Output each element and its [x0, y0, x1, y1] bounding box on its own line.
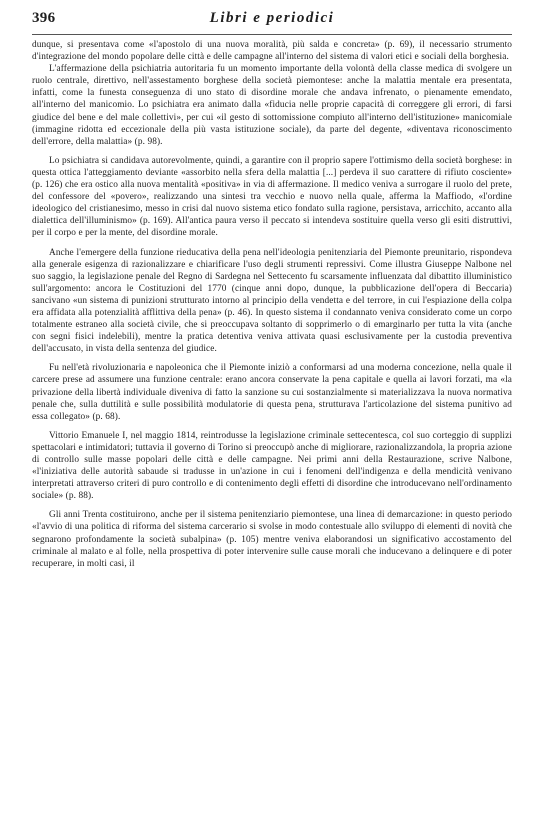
paragraph: Fu nell'età rivoluzionaria e napoleonica che il Piemonte iniziò a conformarsi ad una moderna concezione, nella quale il carcere prese ad assumere una funzione centrale: erano ancora conservate la pena capitale e quella ai lavori forzati, ma «la privazione della libertà individuale diveniva di fatto la sanzione su cui sostanzialmente si materializzava la nuova normativa penale che, sulla duttilità e sulle possibilità modulatorie di questa pena, strutturava l'articolazione del sistema punitivo ad essa collegato» (p. 68). [32, 363, 512, 422]
paragraph: Lo psichiatra si candidava autorevolmente, quindi, a garantire con il proprio sapere l'ottimismo della società borghese: in questa ottica l'atteggiamento deviante «assorbito nella sfera della malattia [...] perdeva il suo carattere di rifiuto cosciente» (p. 126) che era ostico alla nuova mentalità «positiva» in via di affermazione. Il medico veniva a surrogare il ruolo del prete, del confessore del «povero», realizzando una sintesi tra vecchio e nuovo nella quale, afferma la Maffiodo, «l'ordine ideologico del cristianesimo, messo in crisi dal nuovo sistema etico fondato sulla ragione, persistava, arricchito, accanto alla dialettica dell'illuminismo» (p. 169). All'antica paura verso il peccato si intendeva sostituire quella verso gli esiti distruttivi, per il corpo e per la mente, del disordine morale. [32, 155, 512, 239]
page-number: 396 [32, 10, 56, 26]
running-head: Libri e periodici [209, 10, 335, 26]
paragraph: dunque, si presentava come «l'apostolo di una nuova moralità, più salda e concreta» (p. 69), il necessario strumento d'integrazione del mondo popolare delle città e delle campagne all'interno del sistema di valori etici e sociali della borghesia. [32, 40, 512, 63]
body-text [32, 39, 512, 570]
paragraph: Vittorio Emanuele I, nel maggio 1814, reintrodusse la legislazione criminale settecentesca, col suo corteggio di supplizi spettacolari e intimidatori; tuttavia il governo di Torino si preoccupò anche di migliorare, razionalizzandola, la propria azione di controllo sulle masse popolari delle città e delle campagne. Nei primi anni della Restaurazione, scrive Nalbone, «l'iniziativa delle autorità sabaude si tradusse in un'azione in cui i fenomeni dell'indigenza e della mendicità venivano interpretati attraverso criteri di puro controllo e di contenimento degli effetti di disordine che introducevano nell'ordinamento sociale» (p. 88). [32, 430, 512, 502]
paragraph: Gli anni Trenta costituirono, anche per il sistema penitenziario piemontese, una linea di demarcazione: in questo periodo «l'avvio di una politica di riforma del sistema carcerario si svolse in modo contestuale allo sviluppo di elementi di novità che segnarono profondamente la società subalpina» (p. 105) mentre veniva elaborandosi un significativo accostamento del criminale al malato e al folle, nella prospettiva di poter intervenire sulle cause morali che inducevano a delinquere e di poter recuperare, in molti casi, il [32, 510, 512, 569]
paragraph: L'affermazione della psichiatria autoritaria fu un momento importante della volontà della classe medica di svolgere un ruolo centrale, direttivo, nell'assestamento borghese della società piemontese: anche la malattia mentale era presentata, infatti, come la funesta conseguenza di uno stato di disordine morale che andava infrenato, o pienamente emendato, all'interno del manicomio. Lo psichiatra era animato dalla «fiducia nelle proprie capacità di correggere gli errori, di farsi giudice del bene e del male collettivi», per cui «il gesto di sottomissione compiuto all'interno dell'istituzione» manicomiale (immagine ridotta ed eccezionale della più vasta istituzione sociale), da parte del degente, «diventava riconoscimento dell'errore, della malattia» (p. 98). [32, 64, 512, 147]
paragraph: Anche l'emergere della funzione rieducativa della pena nell'ideologia penitenziaria del Piemonte preunitario, rispondeva alla generale esigenza di razionalizzare e chiarificare l'uso degli strumenti repressivi. Come illustra Giuseppe Nalbone nel suo saggio, la legislazione penale del Regno di Sardegna nel Settecento fu scarsamente influenzata dal dibattito illuministico sull'argomento: ancora le Costituzioni del 1770 (cinque anni dopo, dunque, la pubblicazione dell'opera di Beccaria) sancivano «un sistema di punizioni strutturato intorno al principio della vendetta e del terrore, in cui l'espiazione della colpa era affidata alla potenzialità afflittiva della pena» (p. 46). In questo sistema il condannato veniva considerato come un corpo totalmente estraneo alla società civile, che si preoccupava soltanto di sopprimerlo o di emarginarlo per tutta la vita (anche con segni fisici indelebili), mentre la pratica detentiva veniva attivata quasi esclusivamente per la custodia preventiva dell'accusato, in vista della sentenza del giudice. [32, 247, 512, 355]
page-header [32, 10, 512, 35]
